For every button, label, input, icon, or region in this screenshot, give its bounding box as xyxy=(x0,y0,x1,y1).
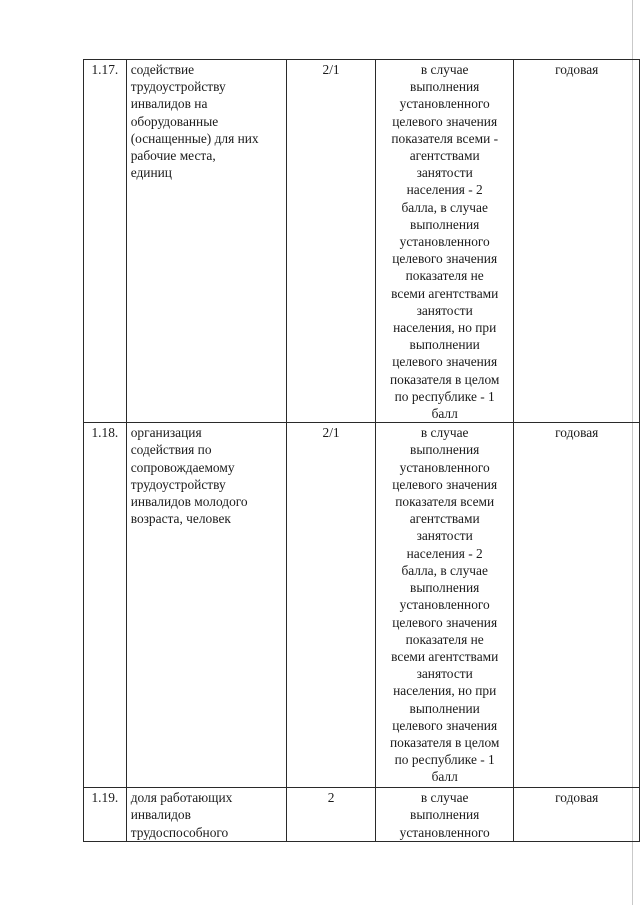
condition-line: в случае xyxy=(420,425,469,441)
reporting-period: годовая xyxy=(514,788,640,842)
indicator-name-line: инвалидов на xyxy=(130,96,208,112)
indicator-name-line: возраста, человек xyxy=(130,511,231,527)
condition-line: целевого значения xyxy=(392,354,498,370)
condition-line: в случае xyxy=(420,790,469,806)
indicator-name-line: единиц xyxy=(130,165,172,181)
condition-line: балл xyxy=(431,406,458,422)
reporting-period: годовая xyxy=(514,60,640,423)
indicator-name-line: инвалидов молодого xyxy=(130,494,248,510)
indicator-name xyxy=(126,60,287,423)
condition-line: показателя не xyxy=(405,268,484,284)
table-row xyxy=(84,788,640,842)
indicator-name-line: сопровождаемому xyxy=(130,459,235,475)
indicator-value: 2/1 xyxy=(287,60,376,423)
condition-line: занятости xyxy=(416,666,473,682)
indicator-value: 2/1 xyxy=(287,423,376,788)
condition-line: населения - 2 xyxy=(406,182,483,198)
indicator-name-line: рабочие места, xyxy=(130,148,216,164)
scoring-condition xyxy=(375,60,514,423)
indicator-name-line: трудоспособного xyxy=(130,824,229,840)
indicator-name-line: содействия по xyxy=(130,442,212,458)
condition-line: населения, но при xyxy=(393,683,497,699)
condition-line: занятости xyxy=(416,165,473,181)
indicator-name-line: доля работающих xyxy=(130,790,233,806)
condition-line: выполнения xyxy=(410,442,480,458)
condition-line: по республике - 1 xyxy=(394,752,495,768)
condition-line: агентствами xyxy=(409,511,480,527)
indicator-name-line: инвалидов xyxy=(130,807,191,823)
condition-line: целевого значения xyxy=(392,614,498,630)
condition-line: балла, в случае xyxy=(401,199,488,215)
indicator-name-line: (оснащенные) для них xyxy=(130,130,259,146)
row-number: 1.19. xyxy=(84,788,127,842)
indicator-name-line: трудоустройству xyxy=(130,476,226,492)
condition-line: показателя в целом xyxy=(390,371,500,387)
condition-line: балла, в случае xyxy=(401,562,488,578)
reporting-period: годовая xyxy=(514,423,640,788)
indicator-name-line: оборудованные xyxy=(130,113,219,129)
condition-line: показателя не xyxy=(405,631,484,647)
condition-line: агентствами xyxy=(409,148,480,164)
condition-line: занятости xyxy=(416,302,473,318)
condition-line: установленного xyxy=(399,824,490,840)
condition-line: установленного xyxy=(399,597,490,613)
condition-line: показателя всеми xyxy=(395,494,495,510)
condition-line: выполнения xyxy=(410,216,480,232)
condition-line: целевого значения xyxy=(392,113,498,129)
condition-line: выполнения xyxy=(410,580,480,596)
indicator-name-line: организация xyxy=(130,425,202,441)
condition-line: населения, но при xyxy=(393,320,497,336)
condition-line: выполнения xyxy=(410,807,480,823)
condition-line: целевого значения xyxy=(392,476,498,492)
condition-line: по республике - 1 xyxy=(394,388,495,404)
condition-line: установленного xyxy=(399,234,490,250)
indicator-name xyxy=(126,423,287,788)
indicator-name-line: трудоустройству xyxy=(130,79,226,95)
condition-line: целевого значения xyxy=(392,251,498,267)
condition-line: показателя всеми - xyxy=(391,130,499,146)
condition-line: занятости xyxy=(416,528,473,544)
table-row xyxy=(84,60,640,423)
condition-line: целевого значения xyxy=(392,717,498,733)
indicator-name xyxy=(126,788,287,842)
condition-line: всеми агентствами xyxy=(391,285,499,301)
condition-line: всеми агентствами xyxy=(391,648,499,664)
condition-line: в случае xyxy=(420,62,469,77)
condition-line: установленного xyxy=(399,96,490,112)
indicator-value: 2 xyxy=(287,788,376,842)
condition-line: выполнении xyxy=(409,700,480,716)
row-number: 1.17. xyxy=(84,60,127,423)
condition-line: населения - 2 xyxy=(406,545,483,561)
condition-line: балл xyxy=(431,769,458,785)
condition-line: установленного xyxy=(399,459,490,475)
indicators-table xyxy=(83,59,640,842)
indicator-name-line: содействие xyxy=(130,62,195,77)
scoring-condition xyxy=(375,788,514,842)
table-row xyxy=(84,423,640,788)
condition-line: выполнения xyxy=(410,79,480,95)
scoring-condition xyxy=(375,423,514,788)
condition-line: выполнении xyxy=(409,337,480,353)
condition-line: показателя в целом xyxy=(390,734,500,750)
row-number: 1.18. xyxy=(84,423,127,788)
